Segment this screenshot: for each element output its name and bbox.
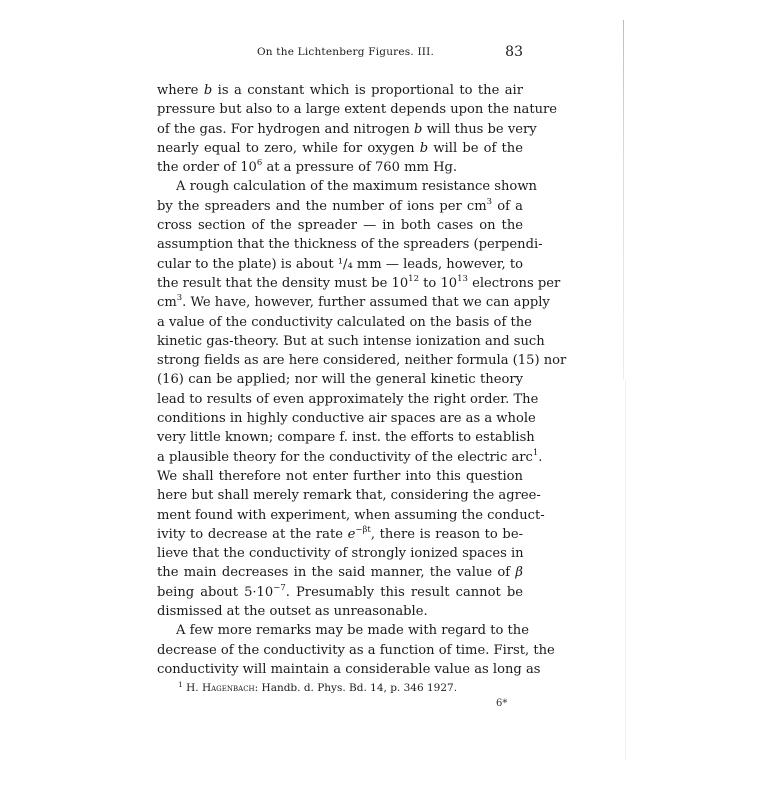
- line-pre: ivity to decrease at the rate: [157, 526, 348, 542]
- text-line: [157, 120, 537, 139]
- line-sup: −7: [273, 582, 286, 593]
- line-text: kinetic gas-theory. But at such intense ionization and such: [157, 333, 545, 349]
- text-line: [157, 370, 523, 389]
- running-title: On the Lichtenberg Figures. III.: [257, 46, 435, 58]
- line-text: lead to results of even approximately the right order. The: [157, 391, 539, 407]
- scan-edge-line: [623, 20, 624, 380]
- line-text: cross section of the spreader — in both cases on the: [157, 218, 523, 234]
- text-line: [157, 621, 529, 640]
- line-text: strong fields as are here considered, neither formula (15) nor: [157, 353, 567, 369]
- line-text: here but shall merely remark that, considering the agree-: [157, 488, 541, 504]
- line-text: decrease of the conductivity as a function of time. First, the: [157, 642, 555, 658]
- footnote-text: : Handb. d. Phys. Bd. 14, p. 346 1927.: [254, 682, 458, 694]
- line-post: of a: [492, 198, 523, 214]
- line-pre: the order of 10: [157, 160, 257, 176]
- text-line: [157, 409, 536, 428]
- text-line: [157, 544, 523, 563]
- line-i: e: [347, 526, 356, 542]
- line-pre: a plausible theory for the conductivity of the electric arc: [157, 449, 533, 465]
- line-frac: ¹/₄: [337, 256, 353, 272]
- page-number: 83: [505, 44, 523, 60]
- line-pre: by the spreaders and the number of ions per cm: [157, 198, 487, 214]
- scan-edge-line-lower: [625, 380, 626, 760]
- line-pre: cular to the plate) is about: [157, 256, 338, 272]
- text-line: [157, 235, 543, 254]
- line-text: A few more remarks may be made with regard to the: [176, 623, 529, 639]
- running-header: [157, 44, 523, 64]
- line-sup2: 13: [457, 273, 468, 284]
- line-sup: 1: [532, 447, 539, 458]
- text-line: [157, 273, 561, 293]
- text-line: [157, 81, 523, 100]
- line-text: (16) can be applied; nor will the general kinetic theory: [157, 372, 523, 388]
- line-sup: 6: [256, 158, 263, 169]
- line-text: very little known; compare f. inst. the efforts to establish: [157, 430, 535, 446]
- text-line: [157, 563, 523, 582]
- line-text: ment found with experiment, when assuming the conduct-: [157, 507, 545, 523]
- text-line: [157, 641, 555, 660]
- text-line: [157, 216, 523, 235]
- text-line: [157, 486, 541, 505]
- text-line: [157, 428, 535, 447]
- text-line: [157, 255, 523, 274]
- line-post: mm — leads, however, to: [352, 256, 524, 272]
- line-post: , there is reason to be-: [370, 526, 523, 542]
- text-line: [157, 447, 543, 467]
- text-line: [157, 506, 545, 525]
- line-pre: of the gas. For hydrogen and nitrogen: [157, 121, 415, 137]
- text-line: [157, 660, 541, 679]
- line-text: a value of the conductivity calculated on the basis of the: [157, 314, 532, 330]
- text-line: [157, 139, 523, 158]
- text-line: [157, 197, 523, 216]
- line-pre: where: [157, 83, 204, 98]
- text-line: [157, 390, 539, 409]
- line-text: A rough calculation of the maximum resistance shown: [176, 179, 537, 195]
- line-text: assumption that the thickness of the spreaders (perpendi-: [157, 237, 543, 253]
- line-i: β: [515, 565, 523, 581]
- line-mid: to 10: [418, 275, 458, 291]
- line-sup: 3: [176, 293, 183, 304]
- line-post: will thus be very: [422, 121, 537, 137]
- line-sup: 12: [408, 273, 419, 284]
- text-line: [157, 158, 523, 177]
- line-post: . We have, however, further assumed that we can apply: [182, 295, 550, 311]
- text-line: [157, 467, 523, 486]
- text-line: [157, 100, 558, 119]
- text-line: [157, 583, 523, 602]
- line-text: pressure but also to a large extent depends upon the nature: [157, 102, 558, 118]
- line-pre: the main decreases in the said manner, the value of: [157, 565, 516, 581]
- line-text: conductivity will maintain a considerable value as long as: [157, 661, 541, 677]
- signature-mark: 6*: [496, 698, 508, 709]
- line-i: b: [203, 83, 213, 98]
- footnote-marker: 1: [178, 680, 183, 689]
- line-sup: 3: [486, 196, 493, 207]
- line-pre: cm: [157, 295, 177, 311]
- body-text: [157, 81, 567, 679]
- line-pre: nearly equal to zero, while for oxygen: [157, 140, 420, 156]
- line-post: is a constant which is proportional to the air: [212, 83, 523, 98]
- text-line: [157, 332, 545, 351]
- text-line: [157, 602, 523, 621]
- line-pre: the result that the density must be 10: [157, 275, 409, 291]
- line-pre: being about 5·10: [157, 584, 274, 600]
- text-line: [157, 177, 537, 196]
- text-line: [157, 313, 532, 332]
- line-sup: −βt: [355, 524, 371, 535]
- text-line: [157, 525, 523, 544]
- text-line: [157, 293, 550, 312]
- line-post: . Presumably this result cannot be: [285, 584, 523, 600]
- line-text: conditions in highly conductive air spaces are as a whole: [157, 411, 536, 427]
- line-post: will be of the: [428, 140, 523, 156]
- text-line: [157, 351, 567, 370]
- line-text: lieve that the conductivity of strongly ionized spaces in: [157, 546, 524, 562]
- line-post: .: [538, 449, 543, 465]
- footnote: [178, 682, 457, 694]
- line-i: b: [419, 140, 429, 156]
- footnote-author: H. Hagenbach: [186, 682, 255, 694]
- line-text: dismissed at the outset as unreasonable.: [157, 604, 428, 620]
- line-post: at a pressure of 760 mm Hg.: [262, 160, 458, 176]
- line-i: b: [414, 121, 423, 137]
- line-text: We shall therefore not enter further into this question: [157, 468, 523, 484]
- line-post: electrons per: [467, 275, 561, 291]
